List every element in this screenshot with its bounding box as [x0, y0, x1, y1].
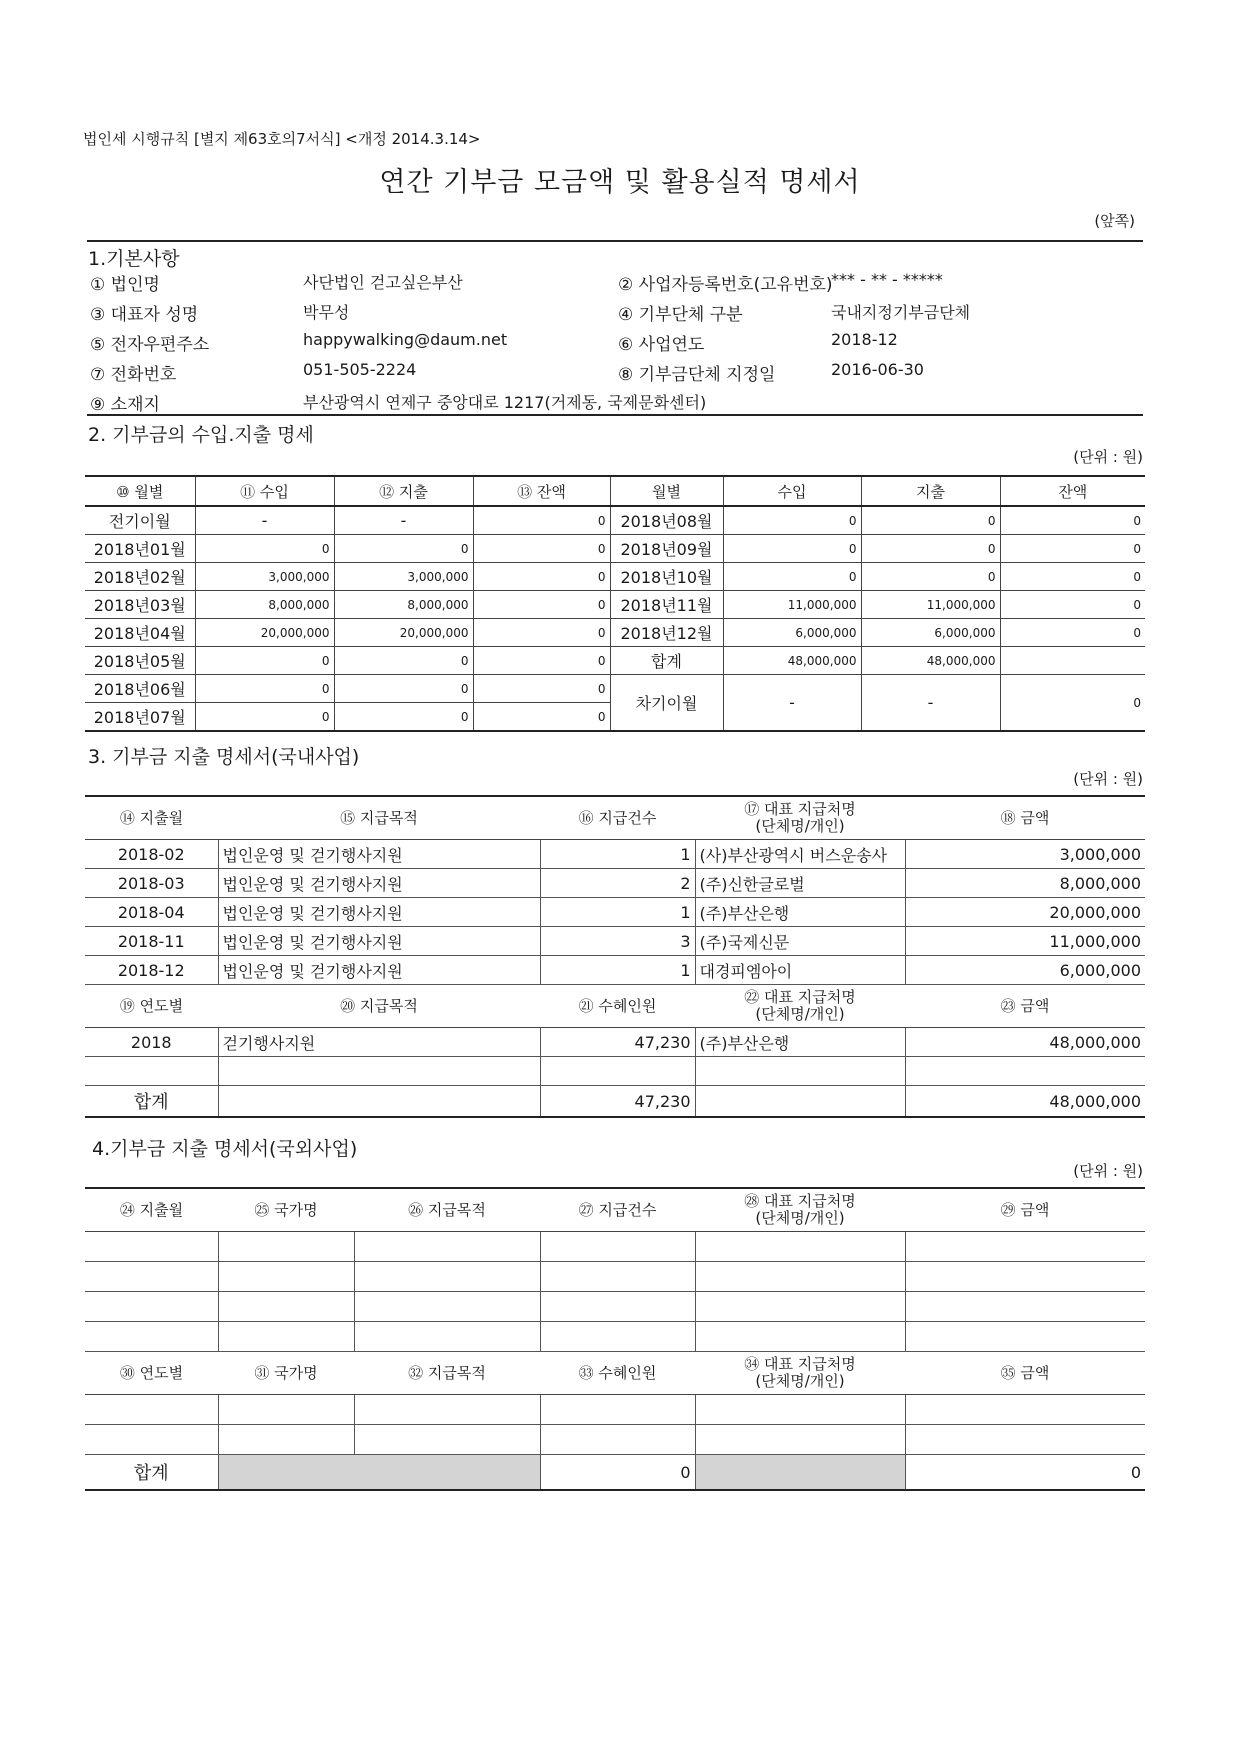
cell-balance-total: [1000, 647, 1145, 675]
table-row: [85, 927, 1145, 956]
col-header: ⑮ 지급목적: [218, 796, 540, 840]
income-expense-table: [85, 475, 1145, 732]
empty-cell: [905, 1322, 1145, 1352]
table-row: [85, 1292, 1145, 1322]
label-address: ⑨ 소재지: [90, 395, 160, 415]
cell-month: 2018년07월: [85, 703, 195, 732]
table-row: [85, 1028, 1145, 1057]
cell-income: 8,000,000: [195, 591, 334, 619]
cell-carry-expense: -: [861, 675, 1000, 732]
cell-expense: -: [334, 506, 473, 535]
table-row: [85, 591, 1145, 619]
label-biz-number: ② 사업자등록번호(고유번호): [618, 275, 833, 295]
col-header: [695, 1352, 905, 1395]
empty-cell: [695, 1086, 905, 1118]
empty-cell: [695, 1425, 905, 1455]
table-row: [85, 535, 1145, 563]
cell-purpose: 법인운영 및 걷기행사지원: [218, 869, 540, 898]
label-org-type: ④ 기부단체 구분: [618, 305, 743, 325]
col-header: ⑭ 지출월: [85, 796, 218, 840]
cell-income: 11,000,000: [723, 591, 861, 619]
table-row: [85, 1395, 1145, 1425]
col-header: ⑫ 지출: [334, 476, 473, 506]
cell-total-amount: 48,000,000: [905, 1086, 1145, 1118]
empty-cell: [218, 1057, 540, 1086]
empty-cell: [85, 1292, 218, 1322]
cell-amount: 6,000,000: [905, 956, 1145, 985]
cell-total-label: 합계: [85, 1086, 218, 1118]
cell-balance: 0: [473, 675, 610, 703]
unit-label: (단위 : 원): [1073, 448, 1143, 466]
empty-cell: [540, 1322, 695, 1352]
empty-cell: [540, 1425, 695, 1455]
empty-cell: [85, 1395, 218, 1425]
total-row: [85, 1086, 1145, 1118]
cell-year: 2018: [85, 1028, 218, 1057]
table-header-row: [85, 985, 1145, 1028]
overseas-expense-table: [85, 1187, 1145, 1491]
cell-income: 0: [723, 535, 861, 563]
value-representative: 박무성: [303, 303, 350, 322]
cell-month: 전기이월: [85, 506, 195, 535]
empty-cell: [218, 1395, 354, 1425]
cell-month: 2018년12월: [610, 619, 723, 647]
col-header-line: ⑰ 대표 지급처명: [744, 800, 856, 818]
basic-row: [90, 330, 1140, 360]
col-header: ㉛ 국가명: [218, 1352, 354, 1395]
empty-cell: [695, 1292, 905, 1322]
cell-expense: 0: [334, 703, 473, 732]
cell-month: 2018년06월: [85, 675, 195, 703]
col-header: ⑯ 지급건수: [540, 796, 695, 840]
table-header-row: [85, 1188, 1145, 1232]
cell-income: 0: [195, 535, 334, 563]
empty-cell: [354, 1232, 540, 1262]
cell-purpose: 법인운영 및 걷기행사지원: [218, 898, 540, 927]
section-3-title: 3. 기부금 지출 명세서(국내사업): [88, 746, 360, 768]
form-title: 연간 기부금 모금액 및 활용실적 명세서: [379, 167, 861, 198]
col-header: ㉟ 금액: [905, 1352, 1145, 1395]
col-header: [695, 985, 905, 1028]
col-header-line: ㉒ 대표 지급처명: [744, 988, 856, 1006]
value-corp-name: 사단법인 걷고싶은부산: [303, 273, 463, 292]
cell-purpose: 걷기행사지원: [218, 1028, 540, 1057]
col-header: ⑬ 잔액: [473, 476, 610, 506]
cell-recipient: (주)국제신문: [695, 927, 905, 956]
table-row: [85, 956, 1145, 985]
empty-cell: [695, 1232, 905, 1262]
empty-cell: [905, 1232, 1145, 1262]
cell-income: 6,000,000: [723, 619, 861, 647]
col-header-line: (단체명/개인): [755, 1209, 845, 1227]
empty-cell: [85, 1262, 218, 1292]
cell-amount: 20,000,000: [905, 898, 1145, 927]
cell-month: 2018년03월: [85, 591, 195, 619]
cell-balance: 0: [473, 647, 610, 675]
cell-purpose: 법인운영 및 걷기행사지원: [218, 840, 540, 869]
table-row: [85, 1322, 1145, 1352]
cell-balance: 0: [473, 563, 610, 591]
cell-expense: 0: [334, 535, 473, 563]
empty-cell: [540, 1395, 695, 1425]
divider: [87, 414, 1143, 416]
rule-reference: 법인세 시행규칙 [별지 제63호의7서식] <개정 2014.3.14>: [83, 130, 481, 148]
value-designation-date: 2016-06-30: [831, 360, 924, 379]
col-header-line: ㉞ 대표 지급처명: [744, 1355, 856, 1373]
cell-month: 2018년04월: [85, 619, 195, 647]
label-corp-name: ① 법인명: [90, 275, 160, 295]
table-row: [85, 506, 1145, 535]
cell-count: 3: [540, 927, 695, 956]
label-representative: ③ 대표자 성명: [90, 305, 199, 325]
cell-month: 2018년09월: [610, 535, 723, 563]
value-address: 부산광역시 연제구 중앙대로 1217(거제동, 국제문화센터): [303, 393, 707, 412]
col-header-line: (단체명/개인): [755, 1005, 845, 1023]
basic-row: [90, 360, 1140, 390]
cell-beneficiaries: 47,230: [540, 1028, 695, 1057]
cell-month: 2018-02: [85, 840, 218, 869]
empty-cell: [85, 1425, 218, 1455]
col-header: ⑳ 지급목적: [218, 985, 540, 1028]
cell-total-beneficiaries: 0: [540, 1455, 695, 1491]
cell-purpose: 법인운영 및 걷기행사지원: [218, 927, 540, 956]
shaded-cell: [695, 1455, 905, 1491]
cell-month: 2018년11월: [610, 591, 723, 619]
col-header: 지출: [861, 476, 1000, 506]
cell-count: 1: [540, 956, 695, 985]
col-header: ㉝ 수혜인원: [540, 1352, 695, 1395]
section-4-title: 4.기부금 지출 명세서(국외사업): [92, 1138, 358, 1160]
col-header: ㉗ 지급건수: [540, 1188, 695, 1232]
table-row: [85, 1057, 1145, 1086]
cell-recipient: (주)신한글로벌: [695, 869, 905, 898]
cell-income: -: [195, 506, 334, 535]
col-header: ⑲ 연도별: [85, 985, 218, 1028]
cell-income: 3,000,000: [195, 563, 334, 591]
value-email: happywalking@daum.net: [303, 330, 508, 349]
table-header-row: [85, 1352, 1145, 1395]
cell-expense: 20,000,000: [334, 619, 473, 647]
table-row: [85, 869, 1145, 898]
table-row: [85, 619, 1145, 647]
empty-cell: [354, 1292, 540, 1322]
cell-income-total: 48,000,000: [723, 647, 861, 675]
col-header: ㉔ 지출월: [85, 1188, 218, 1232]
label-fiscal-year: ⑥ 사업연도: [618, 335, 705, 355]
cell-month: 2018-11: [85, 927, 218, 956]
unit-label: (단위 : 원): [1073, 1162, 1143, 1180]
col-header-line: ㉘ 대표 지급처명: [744, 1192, 856, 1210]
cell-expense: 3,000,000: [334, 563, 473, 591]
cell-amount: 11,000,000: [905, 927, 1145, 956]
value-biz-number: *** - ** - *****: [831, 270, 943, 289]
cell-carry-balance: 0: [1000, 675, 1145, 732]
col-header: [695, 1188, 905, 1232]
cell-month: 2018-03: [85, 869, 218, 898]
empty-cell: [695, 1395, 905, 1425]
empty-cell: [218, 1292, 354, 1322]
table-row: [85, 675, 1145, 703]
cell-expense: 0: [861, 506, 1000, 535]
empty-cell: [354, 1425, 540, 1455]
empty-cell: [85, 1322, 218, 1352]
empty-cell: [540, 1262, 695, 1292]
empty-cell: [85, 1232, 218, 1262]
label-email: ⑤ 전자우편주소: [90, 335, 210, 355]
cell-purpose: 법인운영 및 걷기행사지원: [218, 956, 540, 985]
cell-balance: 0: [1000, 563, 1145, 591]
empty-cell: [218, 1322, 354, 1352]
col-header: ㉚ 연도별: [85, 1352, 218, 1395]
basic-info: [90, 270, 1140, 420]
empty-cell: [695, 1262, 905, 1292]
cell-balance: 0: [1000, 591, 1145, 619]
empty-cell: [905, 1262, 1145, 1292]
table-row: [85, 1262, 1145, 1292]
col-header: ⑩ 월별: [85, 476, 195, 506]
empty-cell: [905, 1057, 1145, 1086]
col-header: 월별: [610, 476, 723, 506]
cell-balance: 0: [473, 619, 610, 647]
section-2-title: 2. 기부금의 수입.지출 명세: [88, 424, 314, 446]
col-header: ⑱ 금액: [905, 796, 1145, 840]
domestic-expense-table: [85, 795, 1145, 1118]
cell-balance: 0: [473, 506, 610, 535]
col-header: 수입: [723, 476, 861, 506]
cell-total-label: 합계: [85, 1455, 218, 1491]
label-phone: ⑦ 전화번호: [90, 365, 177, 385]
empty-cell: [218, 1232, 354, 1262]
cell-month: 2018-04: [85, 898, 218, 927]
empty-cell: [85, 1057, 218, 1086]
cell-income: 20,000,000: [195, 619, 334, 647]
cell-total-beneficiaries: 47,230: [540, 1086, 695, 1118]
empty-cell: [218, 1425, 354, 1455]
cell-count: 1: [540, 840, 695, 869]
col-header: ㉜ 지급목적: [354, 1352, 540, 1395]
empty-cell: [905, 1395, 1145, 1425]
empty-cell: [218, 1086, 540, 1118]
cell-income: 0: [195, 703, 334, 732]
cell-amount: 8,000,000: [905, 869, 1145, 898]
cell-carry-income: -: [723, 675, 861, 732]
cell-month: 2018년08월: [610, 506, 723, 535]
cell-amount: 48,000,000: [905, 1028, 1145, 1057]
cell-income: 0: [723, 506, 861, 535]
table-row: [85, 1232, 1145, 1262]
label-designation-date: ⑧ 기부금단체 지정일: [618, 365, 776, 385]
table-row: [85, 647, 1145, 675]
col-header: ㉓ 금액: [905, 985, 1145, 1028]
unit-label: (단위 : 원): [1073, 770, 1143, 788]
cell-total-label: 합계: [610, 647, 723, 675]
cell-expense: 0: [861, 535, 1000, 563]
value-fiscal-year: 2018-12: [831, 330, 898, 349]
cell-balance: 0: [473, 535, 610, 563]
col-header-line: (단체명/개인): [755, 1372, 845, 1390]
cell-income: 0: [195, 647, 334, 675]
cell-count: 1: [540, 898, 695, 927]
cell-balance: 0: [1000, 619, 1145, 647]
cell-month: 2018년05월: [85, 647, 195, 675]
page-side-label: (앞쪽): [1094, 212, 1135, 230]
cell-recipient: 대경피엠아이: [695, 956, 905, 985]
col-header: ㉑ 수혜인원: [540, 985, 695, 1028]
col-header: ⑪ 수입: [195, 476, 334, 506]
table-row: [85, 840, 1145, 869]
empty-cell: [354, 1262, 540, 1292]
cell-expense-total: 48,000,000: [861, 647, 1000, 675]
empty-cell: [354, 1395, 540, 1425]
total-row: [85, 1455, 1145, 1491]
table-header-row: [85, 476, 1145, 506]
cell-recipient: (주)부산은행: [695, 1028, 905, 1057]
empty-cell: [218, 1262, 354, 1292]
cell-expense: 0: [334, 647, 473, 675]
value-org-type: 국내지정기부금단체: [831, 303, 971, 322]
cell-total-amount: 0: [905, 1455, 1145, 1491]
cell-expense: 6,000,000: [861, 619, 1000, 647]
cell-expense: 0: [334, 675, 473, 703]
cell-month: 2018-12: [85, 956, 218, 985]
basic-row: [90, 270, 1140, 300]
cell-amount: 3,000,000: [905, 840, 1145, 869]
empty-cell: [695, 1322, 905, 1352]
col-header: ㉕ 국가명: [218, 1188, 354, 1232]
cell-recipient: (주)부산은행: [695, 898, 905, 927]
table-row: [85, 1425, 1145, 1455]
section-1-title: 1.기본사항: [88, 248, 180, 270]
cell-income: 0: [723, 563, 861, 591]
empty-cell: [905, 1292, 1145, 1322]
divider: [87, 240, 1143, 242]
col-header: 잔액: [1000, 476, 1145, 506]
cell-expense: 11,000,000: [861, 591, 1000, 619]
shaded-cell: [218, 1455, 540, 1491]
cell-recipient: (사)부산광역시 버스운송사: [695, 840, 905, 869]
cell-month: 2018년10월: [610, 563, 723, 591]
cell-balance: 0: [473, 591, 610, 619]
table-row: [85, 898, 1145, 927]
cell-income: 0: [195, 675, 334, 703]
empty-cell: [540, 1057, 695, 1086]
empty-cell: [905, 1425, 1145, 1455]
cell-count: 2: [540, 869, 695, 898]
col-header-line: (단체명/개인): [755, 817, 845, 835]
cell-month: 2018년01월: [85, 535, 195, 563]
col-header: ㉙ 금액: [905, 1188, 1145, 1232]
empty-cell: [540, 1232, 695, 1262]
cell-carry-label: 차기이월: [610, 675, 723, 732]
empty-cell: [354, 1322, 540, 1352]
table-row: [85, 563, 1145, 591]
basic-row: [90, 300, 1140, 330]
col-header: [695, 796, 905, 840]
cell-balance: 0: [1000, 535, 1145, 563]
col-header: ㉖ 지급목적: [354, 1188, 540, 1232]
cell-expense: 0: [861, 563, 1000, 591]
cell-expense: 8,000,000: [334, 591, 473, 619]
cell-month: 2018년02월: [85, 563, 195, 591]
table-header-row: [85, 796, 1145, 840]
value-phone: 051-505-2224: [303, 360, 417, 379]
cell-balance: 0: [473, 703, 610, 732]
empty-cell: [695, 1057, 905, 1086]
empty-cell: [540, 1292, 695, 1322]
cell-balance: 0: [1000, 506, 1145, 535]
